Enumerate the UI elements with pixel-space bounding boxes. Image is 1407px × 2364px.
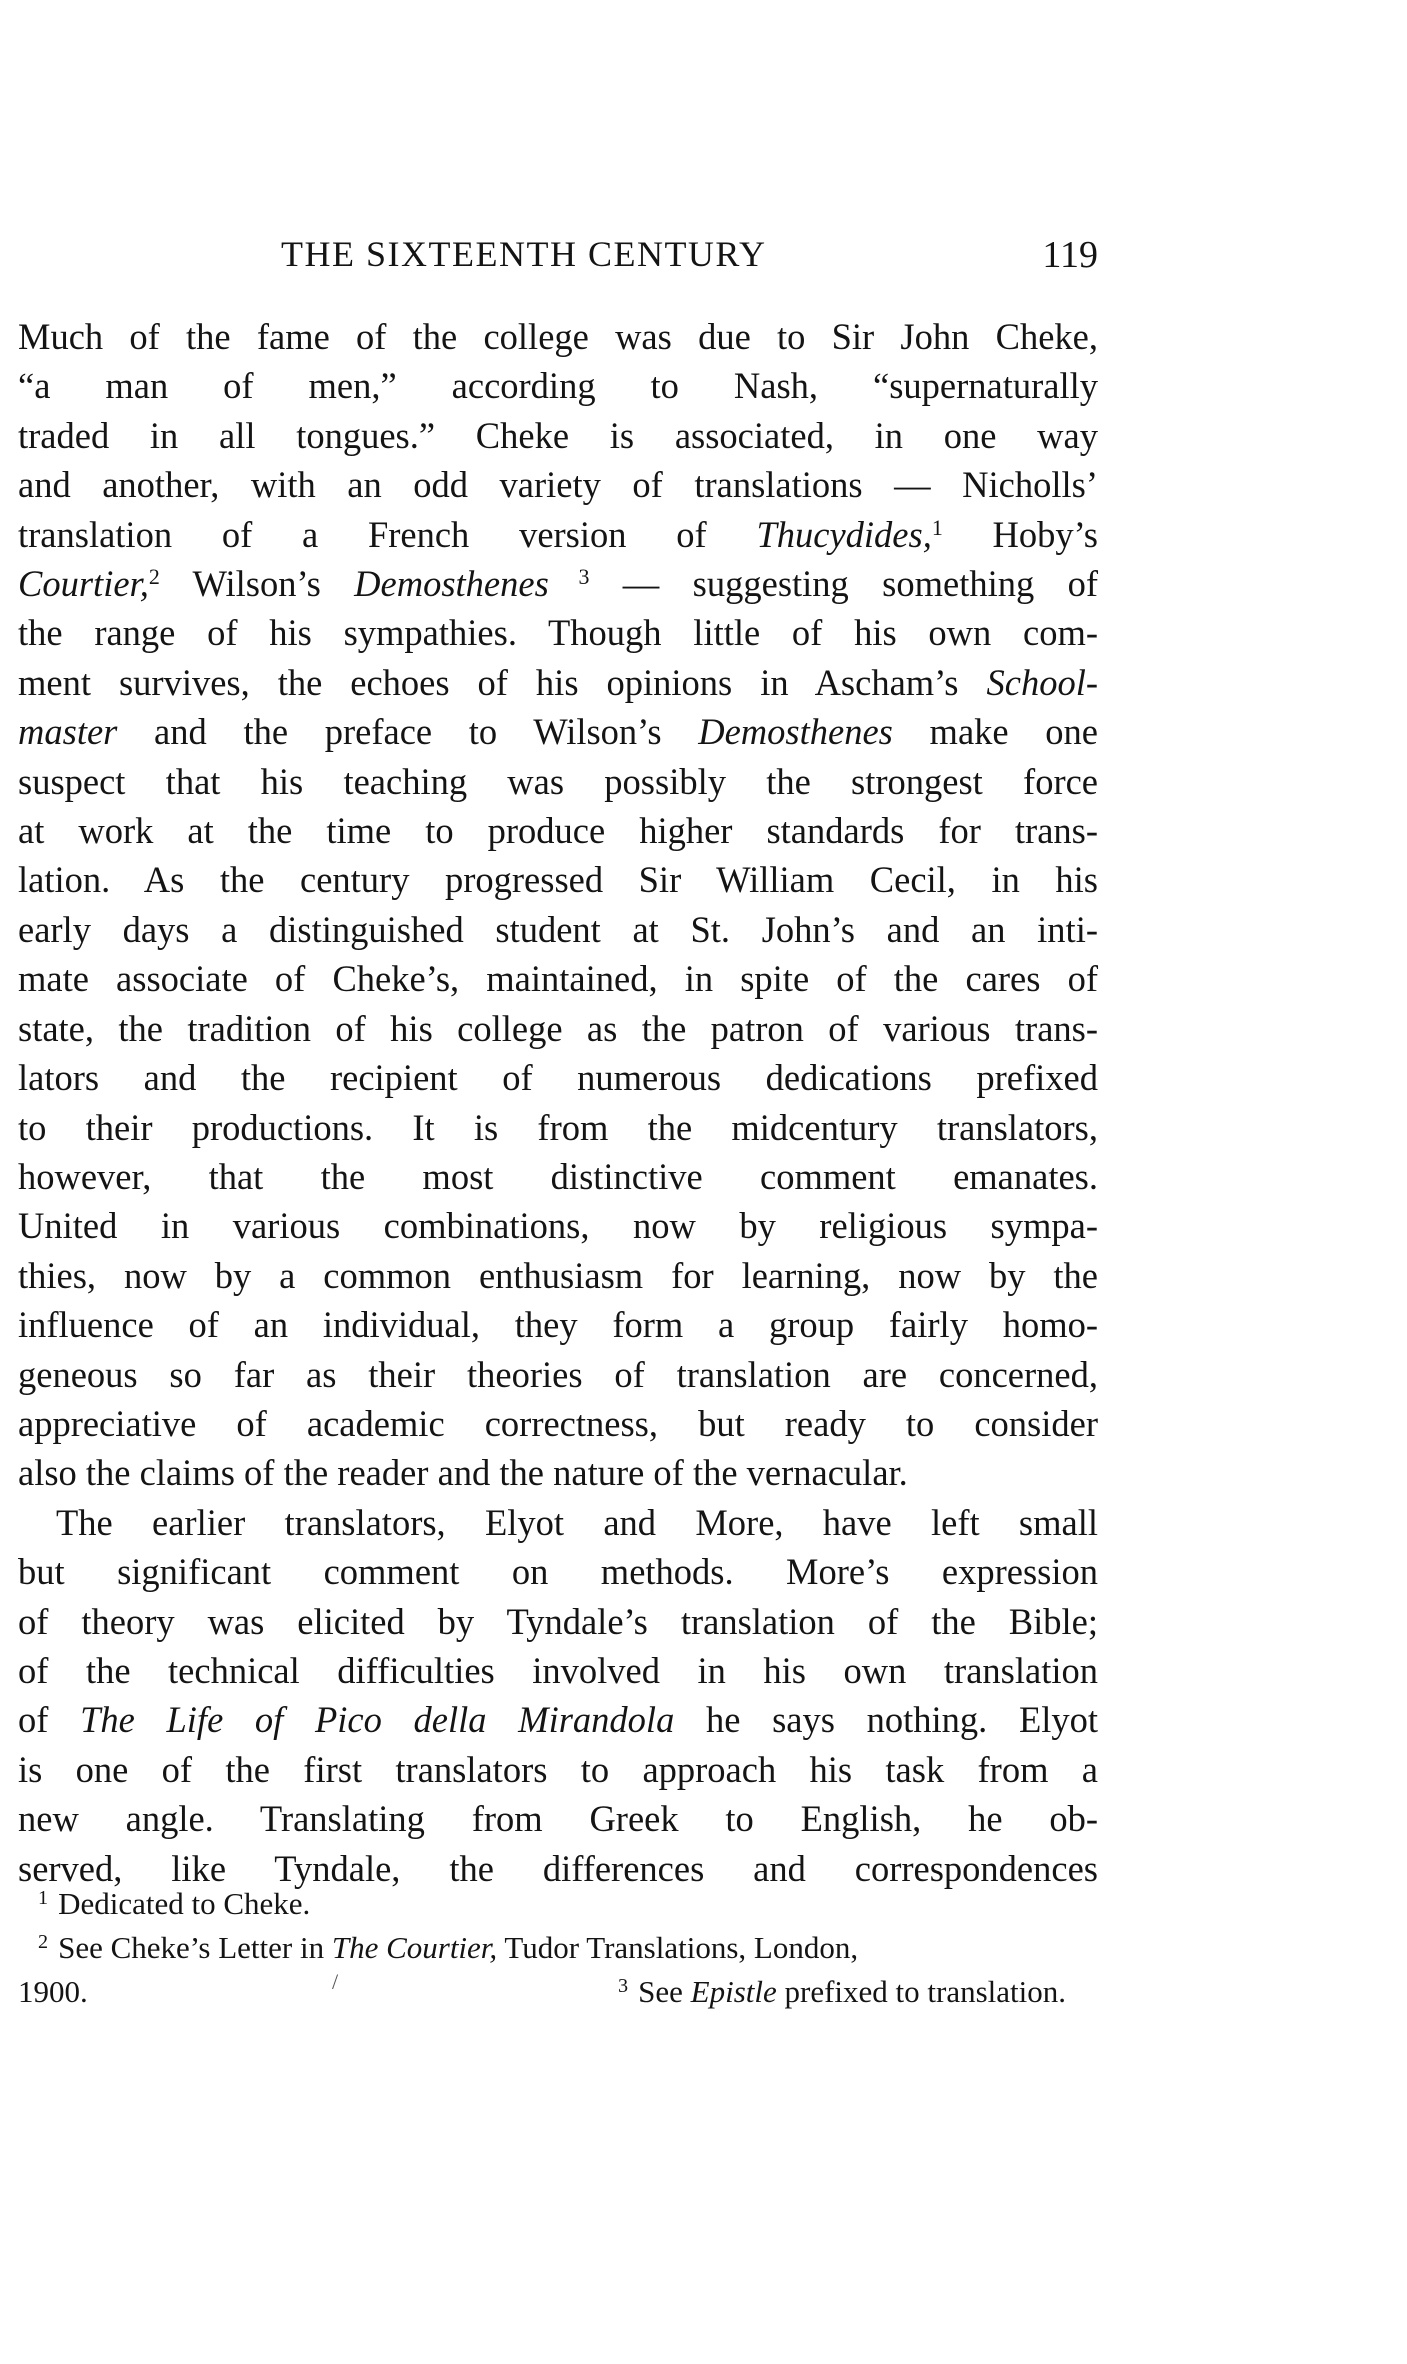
text-line: also the claims of the reader and the nature of the vernacular. — [18, 1452, 908, 1494]
text-line: lators and the recipient of numerous dedications prefixed — [18, 1057, 1098, 1099]
text-line: appreciative of academic correctness, but ready to consider — [18, 1402, 1098, 1444]
footnote-3: $^3$ See Epistle prefixed to translation. — [618, 1974, 1066, 2009]
footnote-ref: 2 — [148, 564, 160, 589]
body-text — [18, 312, 1098, 1893]
text-line: traded in all tongues.” Cheke is associated, in one way — [18, 414, 1098, 456]
work-title: The Courtier, — [331, 1930, 498, 1965]
page-number: 119 — [1042, 234, 1098, 276]
work-title: Courtier, — [18, 563, 149, 605]
work-title: Thucydides, — [756, 513, 932, 555]
text-line: new angle. Translating from Greek to English, he ob- — [18, 1798, 1098, 1840]
text-line: Courtier,$^2$ Wilson’s Demosthenes $^3$ — suggesting something of — [18, 563, 1099, 605]
stray-pen-mark: / — [332, 1969, 339, 1994]
footnote-2: $^2$ See Cheke’s Letter in The Courtier, Tudor Translations, London, — [38, 1930, 859, 1965]
text-line: “a man of men,” according to Nash, “supernaturally — [18, 365, 1098, 407]
text-line: but significant comment on methods. More’s expression — [18, 1551, 1098, 1593]
text-line: the range of his sympathies. Though little of his own com- — [18, 612, 1098, 654]
footnotes — [18, 1882, 1098, 2014]
text-line: Much of the fame of the college was due to Sir John Cheke, — [18, 316, 1098, 357]
text-line: of the technical difficulties involved in his own translation — [18, 1649, 1098, 1691]
work-title: master — [18, 711, 118, 753]
footnote-ref: 1 — [931, 514, 943, 540]
footnote-ref: 3 — [548, 564, 590, 589]
text-line: United in various combinations, now by religious sympa- — [18, 1205, 1098, 1247]
work-title: The Life of Pico della Mirandola — [80, 1699, 675, 1741]
text-line: of theory was elicited by Tyndale’s translation of the Bible; — [18, 1600, 1098, 1642]
work-title: Demosthenes — [698, 711, 893, 753]
text-line: ment survives, the echoes of his opinions in Ascham’s School- — [18, 661, 1098, 703]
text-line: at work at the time to produce higher standards for trans- — [18, 810, 1098, 852]
text-line: early days a distinguished student at St. John’s and an inti- — [18, 908, 1098, 950]
text-line: master and the preface to Wilson’s Demosthenes make one — [18, 711, 1098, 753]
footnote-row — [18, 1970, 1098, 2014]
text-line: thies, now by a common enthusiasm for learning, now by the — [18, 1254, 1098, 1296]
work-title: School- — [986, 661, 1098, 703]
footnote-number: 2 — [38, 1930, 49, 1953]
work-title: Epistle — [690, 1974, 777, 2009]
text-line: and another, with an odd variety of translations — Nicholls’ — [18, 464, 1098, 506]
text-line: The earlier translators, Elyot and More, have left small — [56, 1501, 1098, 1543]
running-head-title: THE SIXTEENTH CENTURY — [281, 234, 767, 274]
text-line: to their productions. It is from the midcentury translators, — [18, 1106, 1098, 1148]
text-line: served, like Tyndale, the differences and correspondences — [18, 1847, 1098, 1889]
footnote-1: $^1$ Dedicated to Cheke. — [38, 1886, 311, 1921]
text-line: is one of the first translators to approach his task from a — [18, 1748, 1098, 1790]
footnote-number: 3 — [618, 1974, 629, 1997]
text-line: geneous so far as their theories of translation are concerned, — [18, 1353, 1098, 1395]
running-header — [18, 233, 1098, 281]
footnote-number: 1 — [38, 1886, 49, 1909]
footnote-2-year: 1900. — [18, 1974, 88, 2009]
work-title: Demosthenes — [354, 563, 549, 605]
text-line: of The Life of Pico della Mirandola he says nothing. Elyot — [18, 1699, 1099, 1741]
text-line: state, the tradition of his college as the patron of various trans- — [18, 1007, 1098, 1049]
text-line: suspect that his teaching was possibly the strongest force — [18, 760, 1098, 802]
text-line: lation. As the century progressed Sir William Cecil, in his — [18, 859, 1098, 901]
text-line: however, that the most distinctive comment emanates. — [18, 1155, 1098, 1197]
text-line: translation of a French version of Thucydides,$^1$ Hoby’s — [18, 513, 1098, 555]
text-line: influence of an individual, they form a group fairly homo- — [18, 1304, 1098, 1346]
text-line: mate associate of Cheke’s, maintained, in spite of the cares of — [18, 958, 1098, 1000]
